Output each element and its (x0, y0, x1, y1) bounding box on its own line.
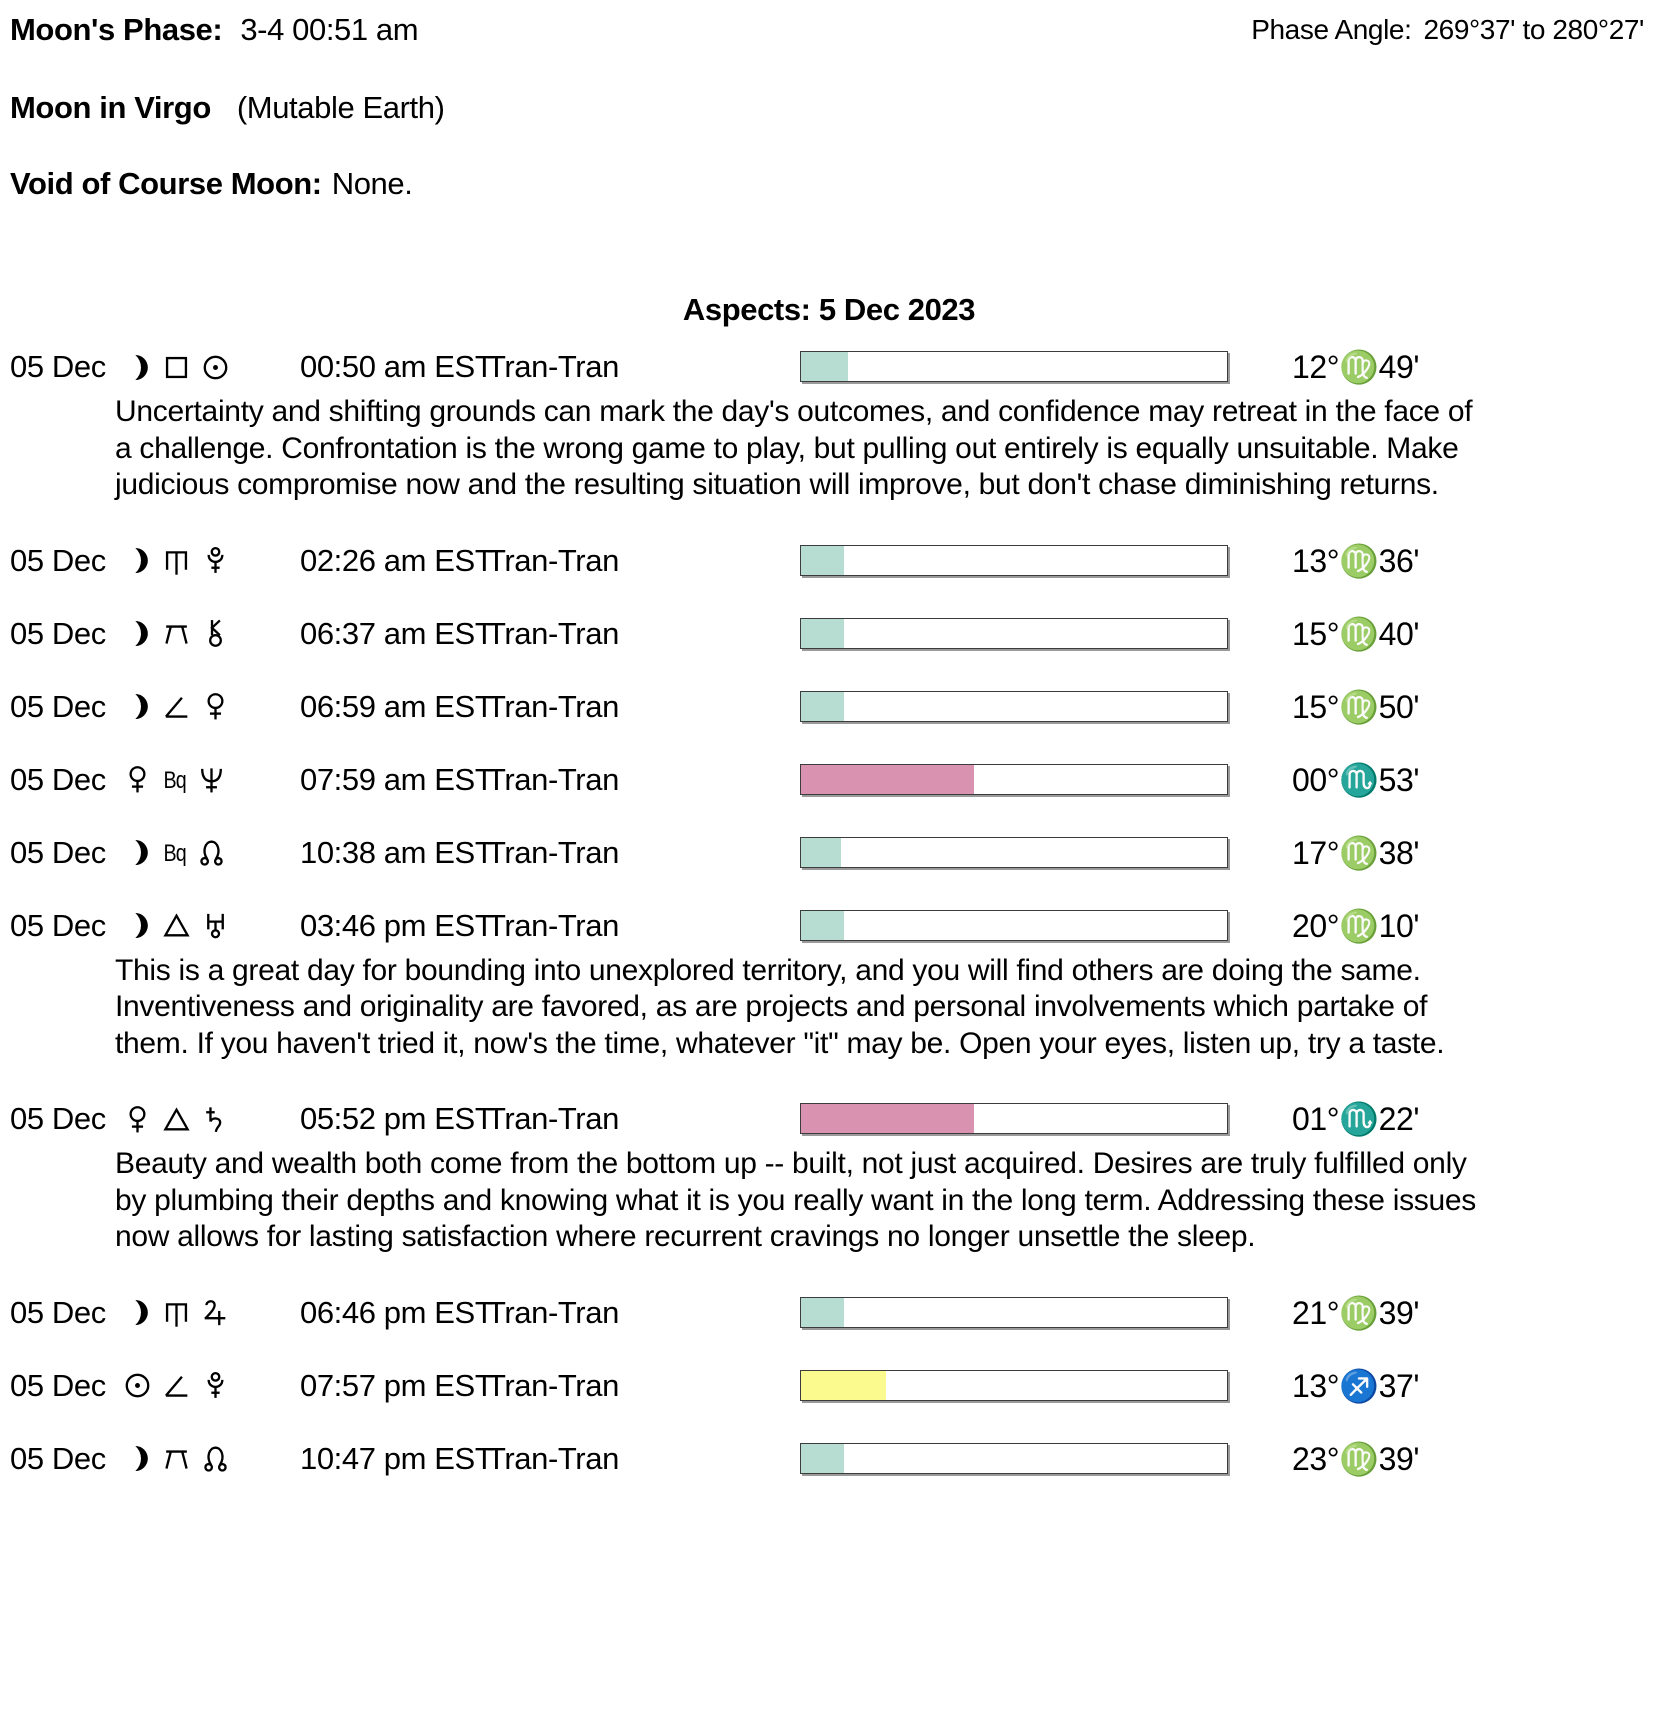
moon-sign (10, 90, 1644, 126)
aspect-date: 05 Dec (10, 907, 106, 943)
aspect-row (0, 830, 1658, 876)
aspect-type-label: Tran-Tran (487, 1294, 619, 1330)
aspect-time: 03:46 pm EST (300, 907, 494, 943)
orb-bar (800, 1370, 1228, 1401)
sun-icon (200, 352, 231, 383)
header-line-1 (10, 12, 1644, 48)
orb-bar (800, 545, 1228, 576)
orb-bar (800, 837, 1228, 868)
position-value: 20°♍10' (1292, 907, 1420, 944)
moon-icon (122, 352, 153, 383)
orb-bar-fill (801, 1371, 886, 1400)
orb-bar-fill (801, 619, 844, 648)
uranus-icon (200, 910, 231, 941)
biquintile-icon: Bq (163, 839, 186, 867)
aspect-row (0, 344, 1658, 390)
aspect-date: 05 Dec (10, 1440, 106, 1476)
report-header (0, 0, 1658, 202)
aspect-type-label: Tran-Tran (487, 834, 619, 870)
orb-bar-fill (801, 692, 844, 721)
position-value: 01°♏22' (1292, 1101, 1420, 1137)
aspect-type-label: Tran-Tran (487, 542, 619, 578)
position-value: 12°♍49' (1292, 349, 1420, 385)
quincunx-icon (161, 618, 192, 649)
orb-bar-fill (801, 352, 848, 381)
moon-sign-label: Moon in Virgo (10, 90, 211, 125)
saturn-icon (200, 1104, 231, 1135)
orb-bar (800, 351, 1228, 382)
aspect-time: 10:38 am EST (300, 834, 494, 870)
aspect-row (0, 757, 1658, 803)
orb-bar (800, 764, 1228, 795)
aspect-description: Uncertainty and shifting grounds can mark the day's outcomes, and confidence may retreat in the face of a challenge. Confrontation is the wrong game to play, but pulling out entirely is equally unsuitable. Make judicious compromise now and the resulting situation will improve, but don't chase diminishing returns. (115, 395, 1473, 501)
quincunx-icon (161, 1443, 192, 1474)
aspect-symbols (122, 344, 231, 390)
aspect-symbols (122, 830, 227, 876)
position-value: 13°♍36' (1292, 542, 1420, 579)
chiron-icon (200, 618, 231, 649)
venus-icon (122, 1104, 153, 1135)
orb-bar-fill (801, 1298, 844, 1327)
aspect-time: 10:47 pm EST (300, 1440, 494, 1476)
aspect-symbols (122, 903, 231, 949)
moon-icon (122, 1297, 153, 1328)
orb-bar-fill (801, 765, 974, 794)
aspect-date: 05 Dec (10, 761, 106, 797)
aspect-type-label: Tran-Tran (487, 761, 619, 797)
aspect-symbols (122, 757, 227, 803)
aspect-row (0, 538, 1658, 584)
orb-bar (800, 910, 1228, 941)
aspect-time: 02:26 am EST (300, 542, 494, 578)
moon-icon (122, 1443, 153, 1474)
trine-icon (161, 910, 192, 941)
orb-bar (800, 1103, 1228, 1134)
moon-icon (122, 618, 153, 649)
aspect-date: 05 Dec (10, 349, 106, 384)
moons-phase (10, 12, 418, 48)
phase-angle-label: Phase Angle: (1251, 14, 1412, 45)
aspect-type-label: Tran-Tran (487, 349, 619, 384)
aspects-title: Aspects: 5 Dec 2023 (682, 292, 976, 327)
aspect-symbols (122, 538, 231, 584)
void-of-course-value: None. (331, 166, 413, 201)
moon-icon (122, 910, 153, 941)
semisquare-icon (161, 691, 192, 722)
aspect-date: 05 Dec (10, 834, 106, 870)
aspect-description: Beauty and wealth both come from the bottom up -- built, not just acquired. Desires are truly fulfilled only by plumbing their depths and knowing what it is you really want in the long term. Addressing these issues now allows for lasting satisfaction where recurrent cravings no longer unsettle the sleep. (115, 1147, 1476, 1253)
phase-angle (1251, 12, 1644, 46)
position-value: 17°♍38' (1292, 834, 1420, 871)
orb-bar-fill (801, 1104, 974, 1133)
trine-icon (161, 1104, 192, 1135)
void-of-course-label: Void of Course Moon: (10, 166, 322, 201)
aspect-symbols (122, 684, 231, 730)
aspect-type-label: Tran-Tran (487, 1440, 619, 1476)
moons-phase-value: 3-4 00:51 am (240, 12, 419, 47)
aspect-date: 05 Dec (10, 1294, 106, 1330)
aspect-date: 05 Dec (10, 542, 106, 578)
position-value: 15°♍40' (1292, 615, 1420, 652)
aspect-date: 05 Dec (10, 615, 106, 651)
venus-icon (122, 764, 153, 795)
orb-bar-fill (801, 1444, 844, 1473)
position-value: 00°♏53' (1292, 761, 1420, 798)
aspect-time: 07:57 pm EST (300, 1367, 494, 1403)
aspect-symbols (122, 611, 231, 657)
orb-bar (800, 618, 1228, 649)
orb-bar-fill (801, 911, 844, 940)
aspect-type-label: Tran-Tran (487, 615, 619, 651)
aspect-date: 05 Dec (10, 1367, 106, 1403)
aspect-row (0, 684, 1658, 730)
neptune-icon (196, 764, 227, 795)
aspect-type-label: Tran-Tran (487, 907, 619, 943)
aspect-time: 06:59 am EST (300, 688, 494, 724)
aspect-symbols (122, 1290, 231, 1336)
pluto-icon (200, 1370, 231, 1401)
semisquare-icon (161, 1370, 192, 1401)
biquintile-icon: Bq (163, 766, 186, 794)
moon-sign-detail: (Mutable Earth) (236, 90, 445, 125)
orb-bar (800, 1443, 1228, 1474)
phase-angle-value: 269°37' to 280°27' (1423, 14, 1644, 45)
aspect-type-label: Tran-Tran (487, 688, 619, 724)
aspect-row (0, 1436, 1658, 1482)
aspect-time: 05:52 pm EST (300, 1101, 494, 1136)
aspect-symbols (122, 1363, 231, 1409)
pluto-icon (200, 545, 231, 576)
position-value: 15°♍50' (1292, 688, 1420, 725)
venus-icon (200, 691, 231, 722)
aspect-time: 06:46 pm EST (300, 1294, 494, 1330)
position-value: 23°♍39' (1292, 1440, 1420, 1477)
moon-icon (122, 545, 153, 576)
orb-bar-fill (801, 838, 841, 867)
moons-phase-label: Moon's Phase: (10, 12, 223, 47)
aspect-row (0, 611, 1658, 657)
moon-icon (122, 837, 153, 868)
north-node-icon (196, 837, 227, 868)
aspect-date: 05 Dec (10, 688, 106, 724)
aspect-type-label: Tran-Tran (487, 1101, 619, 1136)
aspect-date: 05 Dec (10, 1101, 106, 1136)
position-value: 13°♐37' (1292, 1367, 1420, 1404)
jupiter-icon (200, 1297, 231, 1328)
aspect-row (0, 903, 1658, 949)
aspect-type-label: Tran-Tran (487, 1367, 619, 1403)
aspect-row (0, 1363, 1658, 1409)
sesquiquadrate-icon (161, 1297, 192, 1328)
aspect-row (0, 1096, 1658, 1142)
orb-bar (800, 691, 1228, 722)
aspect-symbols (122, 1436, 231, 1482)
aspect-time: 00:50 am EST (300, 349, 494, 384)
aspect-description: This is a great day for bounding into unexplored territory, and you will find others are doing the same. Inventiveness and originality are favored, as are projects and personal involvements which partake of them. If you haven't tried it, now's the time, whatever "it" may be. Open your eyes, listen up, try a taste. (115, 953, 1445, 1060)
sesquiquadrate-icon (161, 545, 192, 576)
north-node-icon (200, 1443, 231, 1474)
position-value: 21°♍39' (1292, 1294, 1420, 1331)
square-icon (161, 352, 192, 383)
sun-icon (122, 1370, 153, 1401)
aspect-time: 06:37 am EST (300, 615, 494, 651)
orb-bar (800, 1297, 1228, 1328)
moon-icon (122, 691, 153, 722)
aspect-row (0, 1290, 1658, 1336)
orb-bar-fill (801, 546, 844, 575)
void-of-course (10, 166, 1644, 202)
aspect-time: 07:59 am EST (300, 761, 494, 797)
aspect-symbols (122, 1096, 231, 1142)
aspect-list (0, 344, 1658, 1482)
